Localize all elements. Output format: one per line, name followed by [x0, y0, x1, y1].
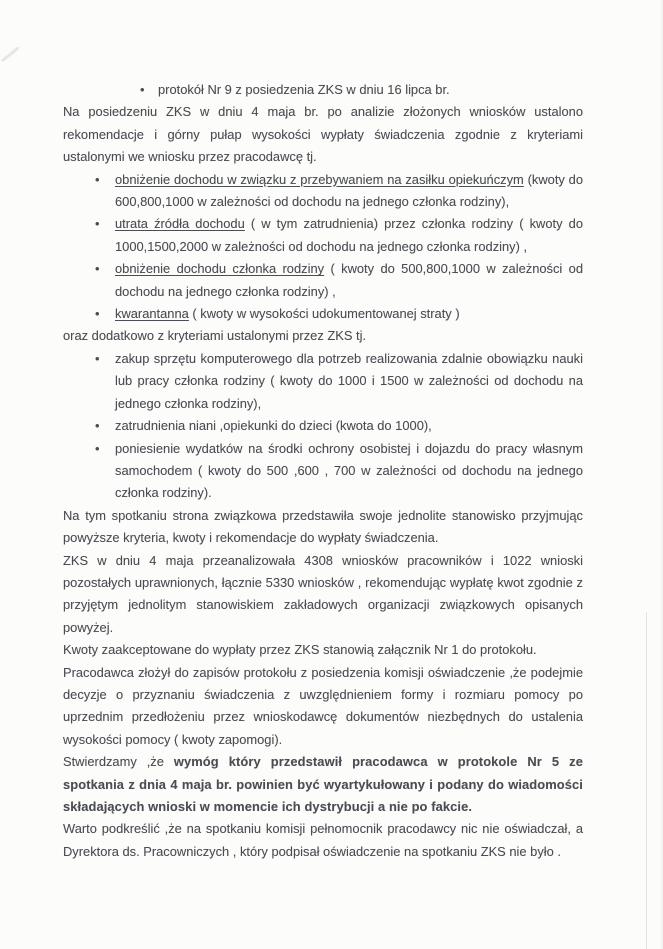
- scan-smudge-artifact: [1, 45, 19, 63]
- zks-criteria-list: [63, 348, 583, 505]
- paragraph-amounts: Kwoty zaakceptowane do wypłaty przez ZKS stanowią załącznik Nr 1 do protokołu.: [63, 642, 537, 658]
- list-item-protocol: [63, 79, 583, 101]
- criterion-rest: ( kwoty w wysokości udokumentowanej straty ): [188, 306, 460, 322]
- paragraph-statement: [63, 751, 583, 818]
- paragraph-employer-statement: Pracodawca złożył do zapisów protokołu z posiedzenia komisji oświadczenie ,że podejmie decyzje o przyznaniu świadczenia z uwzględnieniem formy i rozmiaru pomocy po uprzednim przedłożeniu przez wnioskodawcę dokumentów niezbędnych do ustalenia wysokości pomocy ( kwoty zapomogi).: [63, 664, 583, 747]
- list-item-income-loss: [63, 213, 583, 258]
- document-body: [63, 79, 583, 863]
- scan-edge-line-artifact: [646, 612, 647, 949]
- criterion-text: poniesienie wydatków na środki ochrony osobistej i dojazdu do pracy własnym samochodem ( kwoty do 500 ,600 , 700 w zależności od dochodu na jednego członka rodziny).: [115, 440, 583, 501]
- list-item-computer-equipment: [63, 348, 583, 415]
- criterion-rest: (kwoty do 600,800,1000 w zależności od dochodu na jednego członka rodziny),: [115, 171, 583, 210]
- paragraph-intro: Na posiedzeniu ZKS w dniu 4 maja br. po analizie złożonych wniosków ustalono rekomendacje i górny pułap wysokości wypłaty świadczenia zgodnie z kryteriami ustalonymi we wniosku przez pracodawcę tj.: [63, 104, 583, 165]
- criterion-lead-underlined: utrata źródła dochodu: [115, 216, 245, 232]
- protocol-reference-text: protokół Nr 9 z posiedzenia ZKS w dniu 16 lipca br.: [158, 82, 450, 97]
- criterion-text: zakup sprzętu komputerowego dla potrzeb realizowania zdalnie obowiązku nauki lub pracy członka rodziny ( kwoty do 1000 i 1500 w zależności od dochodu na jednego członka rodziny),: [115, 350, 583, 411]
- criterion-lead-underlined: obniżenie dochodu w związku z przebywaniem na zasiłku opiekuńczym: [115, 171, 524, 187]
- list-item-quarantine: [63, 303, 583, 325]
- criterion-lead-underlined: kwarantanna: [115, 306, 189, 322]
- criterion-lead-underlined: obniżenie dochodu członka rodziny: [115, 261, 325, 277]
- criterion-rest: ( w tym zatrudnienia) przez członka rodziny ( kwoty do 1000,1500,2000 w zależności od dochodu na jednego członka rodziny) ,: [115, 216, 583, 254]
- list-item-care-allowance: [63, 169, 583, 214]
- paragraph-analysis: ZKS w dniu 4 maja przeanalizowała 4308 wniosków pracowników i 1022 wnioski pozostałych uprawnionych, łącznie 5330 wniosków , rekomendując wypłatę kwot zgodnie z przyjętym jednolitym stanowiskiem zakładowych organizacji związkowych opisanych powyżej.: [63, 552, 583, 635]
- statement-prefix: Stwierdzamy ,że: [63, 754, 174, 770]
- list-item-family-income-drop: [63, 258, 583, 303]
- employer-criteria-list: [63, 169, 583, 326]
- criterion-rest: ( kwoty do 500,800,1000 w zależności od dochodu na jednego członka rodziny) ,: [115, 261, 584, 299]
- paragraph-zks-criteria-intro: oraz dodatkowo z kryteriami ustalonymi przez ZKS tj.: [63, 328, 367, 344]
- criterion-text: zatrudnienia niani ,opiekunki do dzieci (kwota do 1000),: [115, 418, 432, 434]
- statement-bold-text: wymóg który przedstawił pracodawca w protokole Nr 5 ze spotkania z dnia 4 maja br. powinien być wyartykułowany i podany do wiadomości składających wnioski w momencie ich dystrybucji a nie po fakcie.: [63, 754, 584, 814]
- paragraph-closing: Warto podkreślić ,że na spotkaniu komisji pełnomocnik pracodawcy nic nie oświadczał, a Dyrektora ds. Pracowniczych , który podpisał oświadczenie na spotkaniu ZKS nie było .: [63, 821, 583, 859]
- list-item-protection-commute: [63, 438, 583, 505]
- list-item-nanny: [63, 415, 583, 437]
- paragraph-meeting-stance: Na tym spotkaniu strona związkowa przedstawiła swoje jednolite stanowisko przyjmując powyższe kryteria, kwoty i rekomendacje do wypłaty świadczenia.: [63, 507, 583, 546]
